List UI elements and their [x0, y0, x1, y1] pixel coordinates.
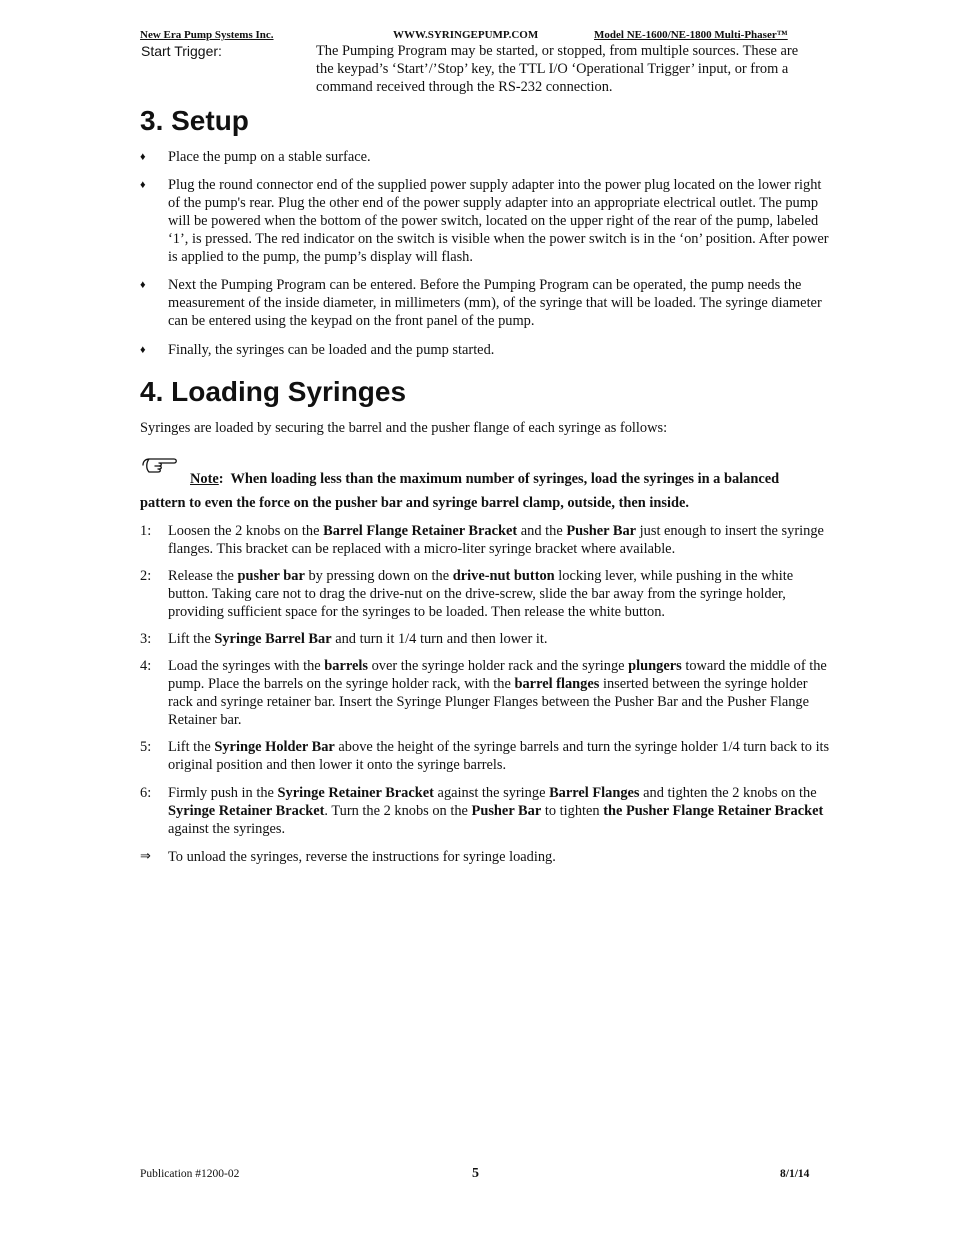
step-text-run: inserted between the syringe holder rack and syringe retainer bar. Insert the Syringe Plunger Flanges between the Pusher Bar and the Pusher Flange Retainer bar. — [168, 676, 810, 728]
step-bold-term: Pusher Bar — [566, 523, 637, 539]
step-text-run: above the height of the syringe barrels and turn the syringe holder 1/4 turn back to its original position and then lower it onto the syringe barrels. — [168, 739, 830, 773]
step-text-run: locking lever, while pushing in the white button. Taking care not to drag the drive-nut on the drive-screw, slide the bar away from the syringe holder, providing sufficient space for the syringes to be loaded. Then release the white button. — [168, 568, 794, 620]
setup-bullet-text: Plug the round connector end of the supplied power supply adapter into the power plug located on the lower right of the pump's rear. Plug the other end of the power supply adapter into an appropriate electrical outlet. The pump will be powered when the bottom of the power switch, located on the upper right of the rear of the pump, labeled ‘1’, is pressed. The red indicator on the switch is visible when the power switch is in the ‘on’ position. After power is applied to the pump, the pump’s display will flash. — [168, 177, 829, 265]
step-text-run: . Turn the 2 knobs on the — [324, 803, 472, 819]
loading-heading: 4. Loading Syringes — [140, 376, 407, 407]
step-text-run: Release the — [168, 568, 238, 584]
step-text-run: just enough to insert the syringe flanges. This bracket can be replaced with a micro-liter syringe bracket where available. — [168, 523, 824, 557]
header-company: New Era Pump Systems Inc. — [140, 29, 274, 41]
step-text — [168, 522, 832, 558]
diamond-bullet-icon: ♦ — [140, 279, 146, 291]
loading-step — [140, 738, 832, 774]
step-text-run: against the syringe — [433, 785, 550, 801]
step-bold-term: barrel flanges — [514, 676, 600, 692]
diamond-bullet-icon: ♦ — [140, 179, 146, 191]
setup-bullet-text: Next the Pumping Program can be entered. Before the Pumping Program can be operated, the pump needs the measurement of the inside diameter, in millimeters (mm), of the syringe that will be loaded. The syringe diameter can be entered using the keypad on the front panel of the pump. — [168, 277, 822, 329]
loading-step — [140, 657, 832, 729]
step-text-run: over the syringe holder rack and the syringe — [367, 658, 629, 674]
setup-bullet — [140, 341, 830, 359]
step-number: 6: — [140, 785, 152, 801]
step-bold-term: Pusher Bar — [471, 803, 542, 819]
step-text-run: Lift the — [168, 739, 215, 755]
step-bold-term: Syringe Barrel Bar — [214, 631, 332, 647]
loading-intro: Syringes are loaded by securing the barrel and the pusher flange of each syringe as follows: — [140, 420, 668, 436]
step-text-run: toward the middle of the pump. Place the barrels on the syringe holder rack, with the — [168, 658, 827, 692]
diamond-bullet-icon: ♦ — [140, 151, 146, 163]
start-trigger-label: Start Trigger: — [141, 43, 222, 59]
step-bold-term: barrels — [324, 658, 368, 674]
note-label: Note — [190, 471, 219, 487]
step-text-run: Lift the — [168, 631, 215, 647]
step-text-run: by pressing down on the — [304, 568, 453, 584]
loading-step — [140, 784, 832, 838]
note-line-1 — [190, 471, 779, 488]
setup-bullet — [140, 148, 830, 166]
step-bold-term: Barrel Flanges — [549, 785, 640, 801]
pointing-hand-icon — [140, 455, 180, 484]
footer-page-number: 5 — [472, 1166, 479, 1181]
footer-publication: Publication #1200-02 — [140, 1168, 240, 1180]
step-bold-term: Syringe Holder Bar — [214, 739, 335, 755]
step-text — [168, 784, 832, 838]
loading-step — [140, 522, 832, 558]
step-number: 4: — [140, 658, 152, 674]
step-text-run: Loosen the 2 knobs on the — [168, 523, 324, 539]
note-text-1: When loading less than the maximum number of syringes, load the syringes in a balanced — [230, 471, 780, 487]
unload-text: To unload the syringes, reverse the instructions for syringe loading. — [168, 849, 556, 865]
step-text — [168, 567, 832, 621]
setup-bullet-text: Finally, the syringes can be loaded and the pump started. — [168, 342, 495, 358]
setup-bullet-text: Place the pump on a stable surface. — [168, 149, 371, 165]
step-bold-term: Syringe Retainer Bracket — [277, 785, 434, 801]
start-trigger-text: The Pumping Program may be started, or stopped, from multiple sources. These are the keypad’s ‘Start’/’Stop’ key, the TTL I/O ‘Operational Trigger’ input, or from a command received through the RS-232 connection. — [316, 43, 799, 95]
header-website: WWW.SYRINGEPUMP.COM — [393, 29, 539, 41]
step-text — [168, 738, 832, 774]
note-text-2: pattern to even the force on the pusher bar and syringe barrel clamp, outside, then inside. — [140, 495, 689, 511]
loading-step — [140, 567, 832, 621]
step-bold-term: drive-nut button — [452, 568, 555, 584]
step-bold-term: plungers — [628, 658, 682, 674]
step-number: 1: — [140, 523, 152, 539]
note-colon: : — [218, 471, 224, 487]
double-arrow-icon: ⇒ — [140, 849, 151, 864]
unload-instruction — [140, 848, 832, 866]
step-bold-term: Barrel Flange Retainer Bracket — [323, 523, 518, 539]
step-text-run: to tighten — [541, 803, 604, 819]
footer-date: 8/1/14 — [780, 1168, 810, 1180]
step-bold-term: pusher bar — [237, 568, 305, 584]
step-bold-term: the Pusher Flange Retainer Bracket — [603, 803, 824, 819]
setup-heading: 3. Setup — [140, 105, 249, 136]
step-text — [168, 630, 832, 648]
step-number: 3: — [140, 631, 152, 647]
step-text-run: and turn it 1/4 turn and then lower it. — [331, 631, 548, 647]
step-number: 5: — [140, 739, 152, 755]
step-number: 2: — [140, 568, 152, 584]
step-text-run: Load the syringes with the — [168, 658, 325, 674]
step-text-run: against the syringes. — [168, 821, 286, 837]
setup-bullet — [140, 276, 830, 330]
loading-step — [140, 630, 832, 648]
header-model: Model NE-1600/NE-1800 Multi-Phaser™ — [594, 29, 788, 41]
setup-bullet — [140, 176, 830, 266]
step-text — [168, 657, 832, 729]
step-text-run: and the — [517, 523, 567, 539]
step-bold-term: Syringe Retainer Bracket — [168, 803, 325, 819]
step-text-run: Firmly push in the — [168, 785, 278, 801]
step-text-run: and tighten the 2 knobs on the — [639, 785, 817, 801]
diamond-bullet-icon: ♦ — [140, 344, 146, 356]
